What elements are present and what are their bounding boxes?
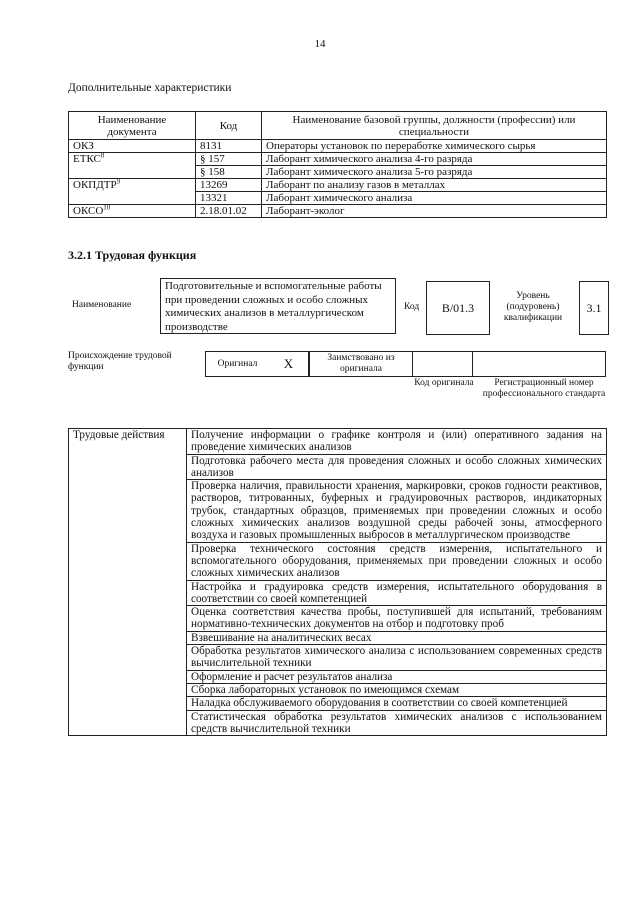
labor-action-item: Оформление и расчет результатов анализа (187, 670, 607, 683)
occupation-cell: Лаборант по анализу газов в металлах (262, 179, 607, 192)
occupation-cell: Лаборант химического анализа 4-го разряда (262, 153, 607, 166)
occupation-cell: Лаборант-эколог (262, 205, 607, 218)
labor-actions-table (68, 428, 607, 736)
labor-action-item: Наладка обслуживаемого оборудования в соответствии со своей компетенцией (187, 697, 607, 710)
column-header: Наименование документа (69, 112, 196, 140)
table-row (69, 179, 607, 192)
original-mark: X (269, 351, 309, 377)
table-row (69, 205, 607, 218)
original-label: Оригинал (205, 351, 269, 377)
additional-characteristics-heading: Дополнительные характеристики (68, 82, 232, 94)
borrowed-label: Заимствовано из оригинала (309, 351, 413, 377)
code-cell: 13269 (196, 179, 262, 192)
reg-number-box (473, 351, 606, 377)
labor-action-item: Проверка технического состояния средств измерения, испытательного и вспомогательного оборудования, применяемых при проведении сложных и особо сложных химических анализов (187, 542, 607, 580)
labor-action-item: Обработка результатов химического анализа с использованием современных средств вычислительной техники (187, 645, 607, 671)
code-cell: § 157 (196, 153, 262, 166)
labor-function-title: 3.2.1 Трудовая функция (68, 248, 197, 262)
doc-cell: ОКПДТР$^9$ (69, 179, 196, 205)
origin-label: Происхождение трудовой функции (68, 351, 172, 372)
code-cell: 8131 (196, 140, 262, 153)
qualification-level-value: 3.1 (579, 281, 609, 335)
labor-action-item: Статистическая обработка результатов химических анализов с использованием средств вычислительной техники (187, 710, 607, 736)
additional-characteristics-table (68, 111, 607, 218)
doc-cell: ЕТКС$^8$ (69, 153, 196, 179)
occupation-cell: Лаборант химического анализа 5-го разряда (262, 166, 607, 179)
origin-row (205, 351, 606, 377)
function-code-value: B/01.3 (426, 281, 490, 335)
labor-action-item: Настройка и градуировка средств измерения, испытательного оборудования в соответствии со своей компетенцией (187, 580, 607, 606)
original-code-caption: Код оригинала (414, 378, 474, 388)
column-header: Наименование базовой группы, должности (профессии) или специальности (262, 112, 607, 140)
labor-action-item: Оценка соответствия качества пробы, поступившей для испытаний, требованиям нормативно-технических документов на отбор и подготовку проб (187, 606, 607, 632)
doc-cell: ОКЗ (69, 140, 196, 153)
column-header: Код (196, 112, 262, 140)
reg-number-caption: Регистрационный номер профессионального стандарта (482, 378, 606, 399)
labor-action-item: Подготовка рабочего места для проведения сложных и особо сложных химических анализов (187, 454, 607, 480)
original-code-box (413, 351, 473, 377)
table-header-row (69, 112, 607, 140)
labor-action-item: Получение информации о графике контроля и (или) оперативного задания на проведение химических анализов (187, 429, 607, 455)
labor-action-item: Проверка наличия, правильности хранения, маркировки, сроков годности реактивов, растворов, титрованных, буферных и градуировочных растворов, индикаторных трубок, стандартных образцов, применяемых при проведении сложных и особо сложных химических анализов воздушной среды рабочей зоны, атмосферного воздуха и газовых промышленных выбросов в металлургическом производстве (187, 480, 607, 542)
labor-actions-label: Трудовые действия (69, 429, 187, 736)
code-cell: § 158 (196, 166, 262, 179)
labor-action-item: Сборка лабораторных установок по имеющимся схемам (187, 683, 607, 696)
code-cell: 2.18.01.02 (196, 205, 262, 218)
code-cell: 13321 (196, 192, 262, 205)
table-row (69, 140, 607, 153)
doc-cell: ОКСО$^{10}$ (69, 205, 196, 218)
table-row (69, 153, 607, 166)
qualification-level-label: Уровень (подуровень) квалификации (503, 291, 563, 323)
page-number: 14 (314, 38, 326, 50)
function-name-value: Подготовительные и вспомогательные работы при проведении сложных и особо сложных химических анализов в металлургическом производстве (160, 278, 396, 334)
table-row (69, 429, 607, 455)
occupation-cell: Операторы установок по переработке химического сырья (262, 140, 607, 153)
labor-action-item: Взвешивание на аналитических весах (187, 631, 607, 644)
code-label: Код (404, 302, 420, 312)
occupation-cell: Лаборант химического анализа (262, 192, 607, 205)
name-label: Наименование (72, 300, 132, 310)
